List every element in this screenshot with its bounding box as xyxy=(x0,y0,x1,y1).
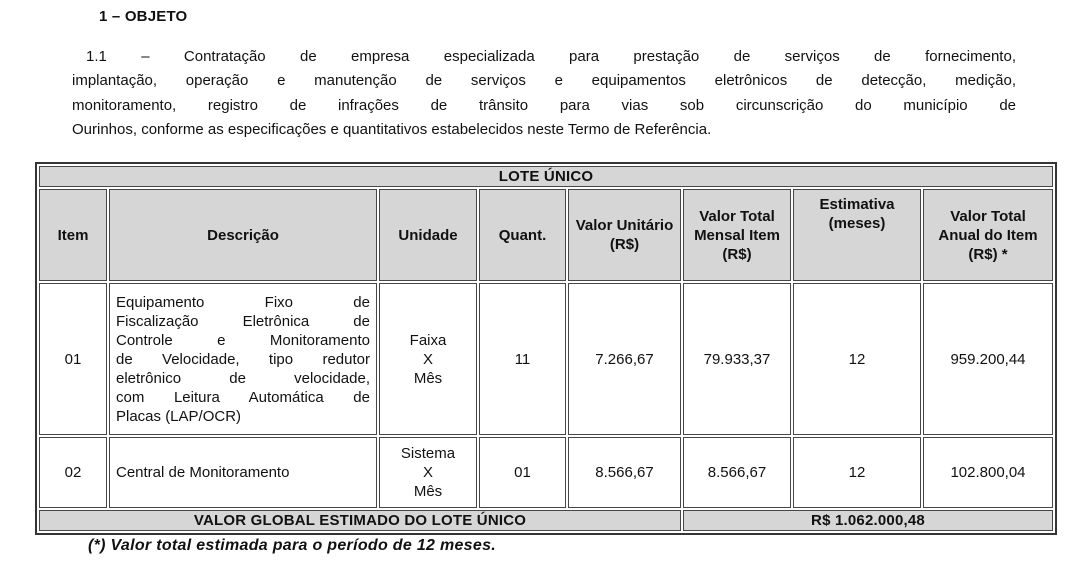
cell-valor-unitario: 8.566,67 xyxy=(568,437,681,508)
table-title: LOTE ÚNICO xyxy=(39,166,1053,187)
cell-estimativa: 12 xyxy=(793,437,921,508)
col-header-descricao: Descrição xyxy=(109,189,377,281)
cell-valor-total-mensal: 8.566,67 xyxy=(683,437,791,508)
col-header-item: Item xyxy=(39,189,107,281)
col-header-quant: Quant. xyxy=(479,189,566,281)
cell-estimativa: 12 xyxy=(793,283,921,435)
cell-unidade: Sistema X Mês xyxy=(379,437,477,508)
section-heading: 1 – OBJETO xyxy=(99,8,188,25)
cell-valor-total-anual: 959.200,44 xyxy=(923,283,1053,435)
cell-descricao: Central de Monitoramento xyxy=(109,437,377,508)
cell-item: 02 xyxy=(39,437,107,508)
table-row-item-01 xyxy=(39,283,1053,435)
table-row-item-02 xyxy=(39,437,1053,508)
col-header-valor-total-anual: Valor Total Anual do Item (R$) * xyxy=(923,189,1053,281)
cell-valor-unitario: 7.266,67 xyxy=(568,283,681,435)
cell-valor-total-anual: 102.800,04 xyxy=(923,437,1053,508)
col-header-valor-unitario: Valor Unitário (R$) xyxy=(568,189,681,281)
lote-unico-table xyxy=(35,162,1057,535)
cell-quant: 01 xyxy=(479,437,566,508)
footnote: (*) Valor total estimada para o período de 12 meses. xyxy=(88,537,497,554)
col-header-valor-total-mensal: Valor Total Mensal Item (R$) xyxy=(683,189,791,281)
footer-global-label: VALOR GLOBAL ESTIMADO DO LOTE ÚNICO xyxy=(39,510,681,531)
table-title-row xyxy=(39,166,1053,187)
table-footer-row xyxy=(39,510,1053,531)
cell-descricao: Equipamento Fixo de Fiscalização Eletrônica de Controle e Monitoramento de Velocidade, tipo redutor eletrônico de velocidade, com Leitura Automática de Placas (LAP/OCR) xyxy=(109,283,377,435)
col-header-unidade: Unidade xyxy=(379,189,477,281)
col-header-estimativa: Estimativa (meses) xyxy=(793,189,921,281)
cell-valor-total-mensal: 79.933,37 xyxy=(683,283,791,435)
object-paragraph: 1.1 – Contratação de empresa especializada para prestação de serviços de fornecimento, implantação, operação e manutenção de serviços e equipamentos eletrônicos de detecção, medição, monitoramento, registro de infrações de trânsito para vias sob circunscrição do município de Ourinhos, conforme as especificações e quantitativos estabelecidos neste Termo de Referência. xyxy=(72,48,1016,139)
cell-quant: 11 xyxy=(479,283,566,435)
cell-unidade: Faixa X Mês xyxy=(379,283,477,435)
cell-item: 01 xyxy=(39,283,107,435)
footer-global-value: R$ 1.062.000,48 xyxy=(683,510,1053,531)
table-header-row xyxy=(39,189,1053,281)
